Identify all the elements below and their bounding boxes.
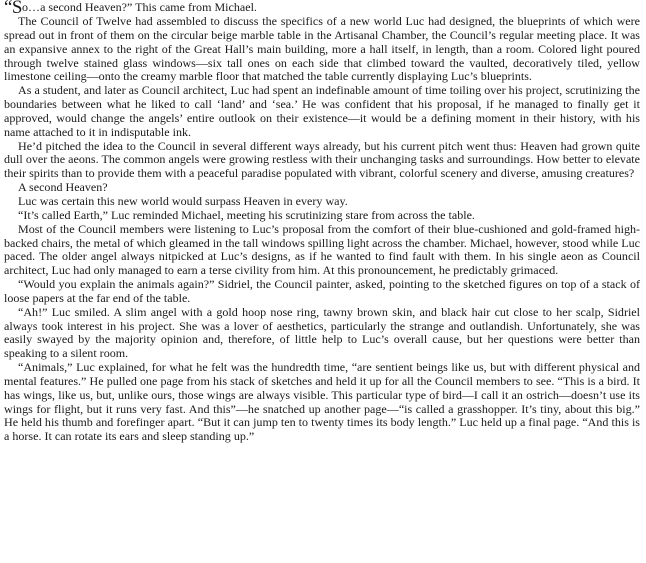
opening-text: o…a second Heaven?” This came from Michael. (22, 0, 257, 14)
paragraph-members: Most of the Council members were listening to Luc’s proposal from the comfort of their blue-cushioned and gold-framed high-backed chairs, the metal of which gleamed in the tall windows spilling light across the chamber. Michael, however, stood while Luc paced. The older angel always nitpicked at Luc’s designs, as if he wanted to find fault with them. In his single aeon as Council architect, Luc had only managed to earn a terse civility from him. At this pronouncement, he predictably grimaced. (4, 221, 640, 278)
paragraph-sidriel-asks: “Would you explain the animals again?” Sidriel, the Council painter, asked, pointing to the sketched figures on top of a stack of loose papers at the far end of the table. (4, 277, 640, 305)
drop-cap: “S (4, 0, 22, 18)
paragraph-pitch: He’d pitched the idea to the Council in several different ways already, but his current pitch went thus: Heaven had grown quite dull over the aeons. The common angels were growing restless with their unchanging tasks and surroundings. How better to elevate their spirits than to provide them with a peaceful paradise populated with vibrant, colorful scenery and diverse, amusing creatures? (4, 138, 640, 181)
paragraph-animals: “Animals,” Luc explained, for what he felt was the hundredth time, “are sentient beings like us, but with different physical and mental features.” He pulled one page from his stack of sketches and held it up for all the Council members to see. “This is a bird. It has wings, like us, but, unlike ours, those wings are always visible. This particular type of bird—I call it an ostrich—doesn’t use its wings for flight, but it runs very fast. And this”—he snatched up another page—“is called a grasshopper. It’s tiny, about this big.” He held his thumb and forefinger apart. “But it can jump ten to twenty times its body length.” Luc held up a final page. “And this is a horse. It can rotate its ears and sleep standing up.” (4, 360, 640, 444)
paragraph-ah: “Ah!” Luc smiled. A slim angel with a gold hoop nose ring, tawny brown skin, and black hair cut close to her scalp, Sidriel always took interest in his project. She was a lover of aesthetics, particularly the strange and outlandish. Unfortunately, she was easily swayed by the majority opinion and, therefore, of little help to Luc’s overall cause, but her questions were better than speaking to a silent room. (4, 304, 640, 361)
paragraph-council: The Council of Twelve had assembled to discuss the specifics of a new world Luc had designed, the blueprints of which were spread out in front of them on the circular beige marble table in the Artisanal Chamber, the Council’s regular meeting place. It was an expansive annex to the right of the Great Hall’s main building, more a hall itself, in length, than a room. Colored light poured through twelve stained glass windows—six tall ones on each side that climbed toward the vaulted, decoratively tiled, yellow limestone ceiling—onto the creamy marble floor that matched the table currently displaying Luc’s blueprints. (4, 14, 640, 84)
paragraph-student: As a student, and later as Council architect, Luc had spent an indefinable amount of time toiling over his project, scrutinizing the boundaries between what he liked to call ‘land’ and ‘sea.’ He was confident that his proposal, if he managed to finally get it approved, would change the angels’ entire outlook on their existence—it would be a defining moment in their history, with his name attached to it in indisputable ink. (4, 83, 640, 139)
paragraph-luc-certain: Luc was certain this new world would surpass Heaven in every way. (18, 193, 348, 208)
paragraph-second-heaven: A second Heaven? (18, 180, 108, 195)
opening-line (4, 0, 640, 18)
paragraph-earth: “It’s called Earth,” Luc reminded Michael, meeting his scrutinizing stare from across the table. (18, 207, 475, 222)
